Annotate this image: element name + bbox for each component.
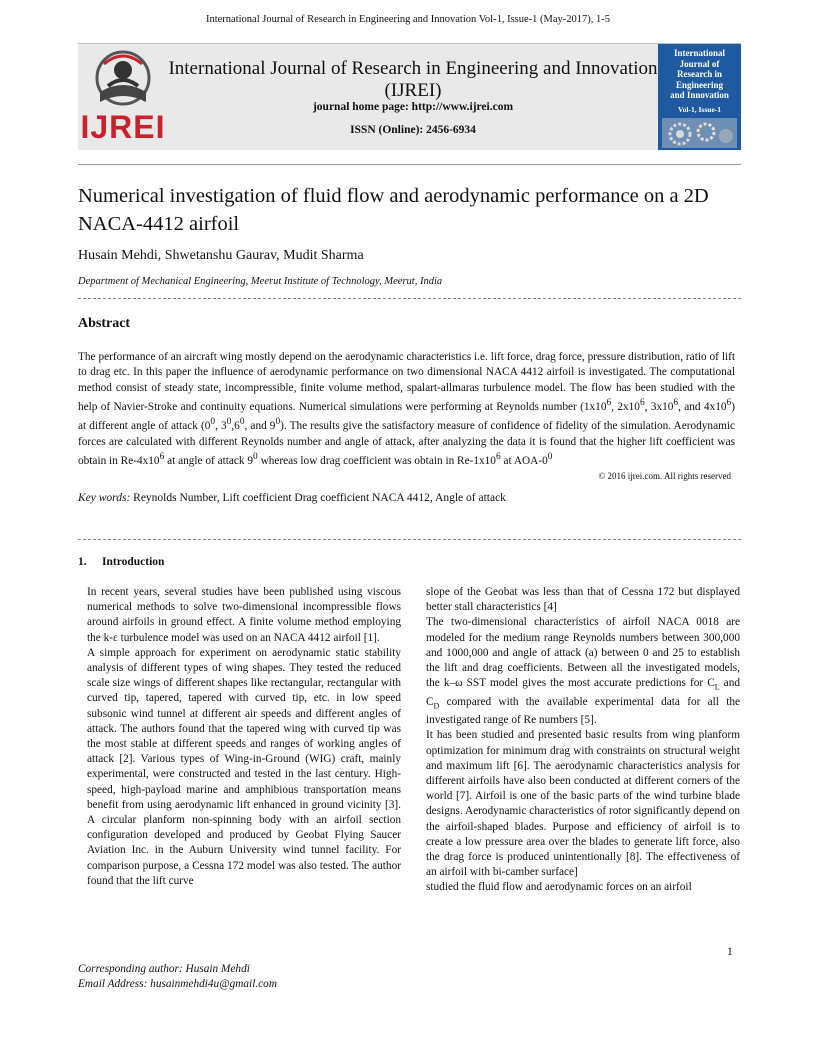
abstract-fragment: , and 9 [244,420,276,433]
page-number: 1 [727,946,733,958]
abstract-fragment: at AOA-0 [500,454,548,467]
abstract-heading: Abstract [78,316,131,331]
divider [78,539,741,540]
banner-rule [78,164,741,165]
cover-gear-image [662,118,737,148]
journal-title [168,58,658,102]
abstract-fragment: , 3 [215,420,227,433]
abstract-fragment: ). The results give the satisfactory measure of confidence of fidelity of the simulation. Aerodynamic forces are calculated with different Reynolds number and angle of attack, after analyzing the data it is found that the higher lift coefficient was obtain in Re-4x10 [78,420,736,467]
paragraph: A simple approach for experiment on aerodynamic static stability analysis of different types of wing shapes. They tested the reduced scale size wings of different shapes like rectangular, rectangular with curved tip, tapered, tapered with curved tip, etc. in low speed subsonic wind tunnel at different air speeds and different angles of attack. The authors found that the tapered wing with curved tip was the most stable at different speeds and ranges of working angles of attack [2]. Various types of Wing-in-Ground (WIG) craft, mainly experimental, were constructed and tested in the last century. High-speed, high-payload marine and amphibious transportation means benefit from using aerodynamic lift enhanced in ground vicinity [3]. A circular planform non-spinning body with an airfoil section configuration developed and produced by Geobat Flying Saucer Aviation Inc. in the Auburn University wind tunnel facility. For comparison purpose, a Cessna 172 model was also tested. The author found that the lift curve [87,646,401,887]
issn: ISSN (Online): 2456-6934 [350,124,476,136]
paper-title: Numerical investigation of fluid flow and aerodynamic performance on a 2D NACA-4412 airfoil [78,185,709,235]
paragraph: slope of the Geobat was less than that of Cessna 172 but displayed better stall characteristics [4] [426,586,740,614]
cover-title-line: International [673,48,725,58]
superscript: 6 [726,398,732,409]
paragraph-fragment: compared with the available experimental data for all the investigated range of Re numbers [5]. [426,695,740,727]
paragraph: studied the fluid flow and aerodynamic forces on an airfoil [426,881,692,894]
abstract-fragment: whereas low drag coefficient was obtain in Re-1x10 [257,454,496,467]
superscript: 0 [253,451,258,462]
journal-cover-thumbnail [658,44,741,150]
superscript: 0 [239,417,245,428]
journal-name: International Journal of Research in Engineering and Innovation [168,58,658,79]
section-title: Introduction [102,556,165,568]
subscript: D [433,700,440,710]
cover-title [658,48,741,101]
abstract-fragment: The performance of an aircraft wing mostly depend on the aerodynamic characteristics i.e. lift force, drag force, pressure distribution, ratio of lift to drag etc. In this paper the influence of aerodynamic performance on two dimensional NACA 4412 airfoil is investigated. The computational method consist of steady state, incompressible, finite volume method, spalart-allmaras turbulence model. The flow has been studied with the help of Navier-Stroke and continuity equations. Numerical simulations were performing at Reynolds number (1x10 [78,351,735,413]
left-column [87,585,401,889]
journal-abbrev: (IJREI) [384,80,442,101]
superscript: 0 [210,417,216,428]
subscript: L [714,682,720,692]
superscript: 6 [673,398,679,409]
cover-title-line: Engineering [675,79,723,90]
keywords-text: Reynolds Number, Lift coefficient Drag coefficient NACA 4412, Angle of attack [130,492,506,504]
superscript: 0 [275,417,281,428]
corresponding-author: Corresponding author: Husain Mehdi [78,963,250,975]
paragraph-fragment: The two-dimensional characteristics of airfoil NACA 0018 are modeled for the medium range Reynolds numbers between 300,000 and 1000,000 and angle of attack (a) between 0 and 25 to establish the lift and drag coefficients. Between all the investigated models, the k–ω SST model gives the most accurate predictions for C [426,616,740,690]
abstract-fragment: ) at different angle of attack (0 [78,400,735,433]
paragraph [426,615,740,728]
cover-title-line: Research in [676,69,723,79]
divider [78,298,741,299]
keywords-label: Key words: [78,492,131,504]
abstract-fragment: , 3x10 [644,400,674,413]
superscript: 6 [495,451,501,462]
keywords [78,492,506,504]
authors: Husain Mehdi, Shwetanshu Gaurav, Mudit Sharma [78,248,364,263]
superscript: 0 [547,451,553,462]
superscript: 6 [159,451,165,462]
running-head: International Journal of Research in Engineering and Innovation Vol-1, Issue-1 (May-2017), 1-5 [205,14,611,25]
affiliation: Department of Mechanical Engineering, Meerut Institute of Technology, Meerut, India [78,276,443,287]
superscript: 6 [639,398,645,409]
paragraph: It has been studied and presented basic results from wing planform optimization for minimum drag with constraints on structural weight and maximum lift [6]. The aerodynamic characteristics analysis for different airfoils have also been conducted at different corners of the world [7]. Airfoil is one of the basic parts of the wind turbine blade designs. Aerodynamic characteristics of rotor significantly depend on the airfoil-shaped blades. Purpose and efficiency of airfoil is to create a low pressure area over the blades to generate lift force, also the drag force is produced unintentionally [8]. The effectiveness of an airfoil with bi-camber surface] [426,729,740,879]
abstract-fragment: at angle of attack 9 [164,454,254,467]
superscript: 0 [226,417,232,428]
abstract-fragment: ,6 [231,420,240,433]
paragraph: In recent years, several studies have been published using viscous numerical methods to solve two-dimensional incompressible flows around airfoils in ground effect. A finite volume method employing the k-ε turbulence model was used on an NACA 4412 airfoil [1]. [87,586,401,644]
paragraph-fragment: and C [426,677,740,708]
superscript: 6 [606,398,612,409]
journal-home-page: journal home page: http://www.ijrei.com [312,101,514,113]
cover-title-line: Journal of [679,58,720,69]
logo-text: IJREI [80,109,166,145]
cover-title-line: and Innovation [670,90,729,100]
abstract-fragment: , 2x10 [611,400,640,413]
abstract-fragment: , and 4x10 [678,400,727,413]
copyright: © 2016 ijrei.com. All rights reserved [598,471,731,481]
author-email: Email Address: husainmehdi4u@gmail.com [78,978,277,990]
section-number: 1. [78,556,87,568]
cover-volume: Vol-1, Issue-1 [677,105,722,114]
right-column [426,585,740,896]
footer [78,962,277,992]
abstract-text [78,350,735,469]
section-heading-introduction [78,556,164,568]
